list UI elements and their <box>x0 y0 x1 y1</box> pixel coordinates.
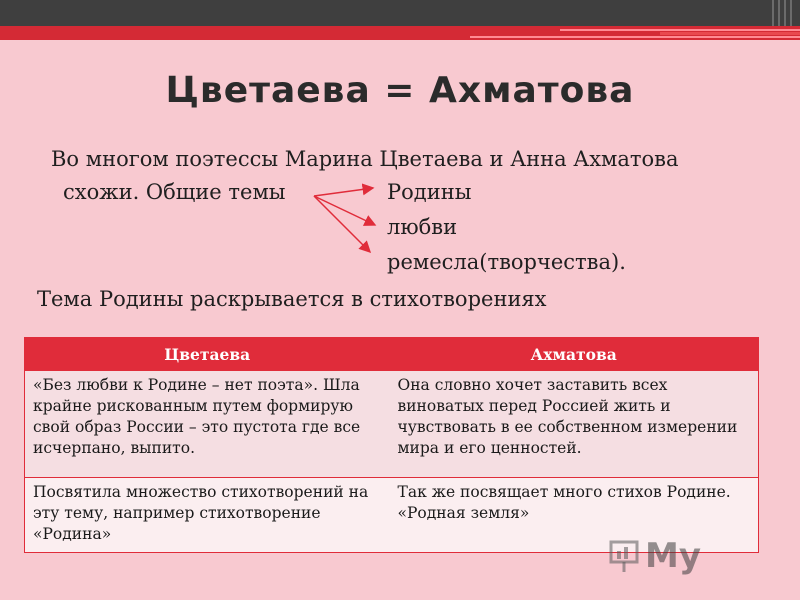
header-akhmatova: Ахматова <box>390 337 759 371</box>
table-cell: «Без любви к Родине – нет поэта». Шла крайне рискованным путем формирую свой образ России – это пустота где все исчерпано, выпито. <box>25 371 390 478</box>
top-bar-stripes <box>770 0 800 26</box>
header-tsvetaeva: Цветаева <box>25 337 390 371</box>
table-cell: Так же посвящает много стихов Родине. «Родная земля» <box>390 478 759 553</box>
page-title: Цветаева = Ахматова <box>165 70 635 111</box>
theme-item: любви <box>387 215 458 239</box>
lead-text: Тема Родины раскрывается в стихотворениях <box>37 287 547 311</box>
presentation-board-icon <box>609 539 639 573</box>
arrow-to-theme-2 <box>314 196 375 225</box>
comparison-table <box>24 337 759 553</box>
table-cell: Она словно хочет заставить всех виноватых перед Россией жить и чувствовать в ее собственном измерении мира и его ценностей. <box>390 371 759 478</box>
top-bar <box>0 0 800 26</box>
table-row <box>25 371 759 478</box>
arrow-to-theme-1 <box>314 188 373 196</box>
theme-item: ремесла(творчества). <box>387 250 626 274</box>
arrow-to-theme-3 <box>314 196 370 252</box>
table-cell: Посвятила множество стихотворений на эту тему, например стихотворение «Родина» <box>25 478 390 553</box>
table-header-row <box>25 337 759 371</box>
red-band <box>0 26 800 40</box>
watermark-text: My <box>645 536 701 576</box>
intro-line-2: схожи. Общие темы <box>63 180 286 204</box>
intro-line-1: Во многом поэтессы Марина Цветаева и Анна Ахматова <box>51 147 679 171</box>
theme-item: Родины <box>387 180 472 204</box>
watermark-logo <box>609 536 701 576</box>
